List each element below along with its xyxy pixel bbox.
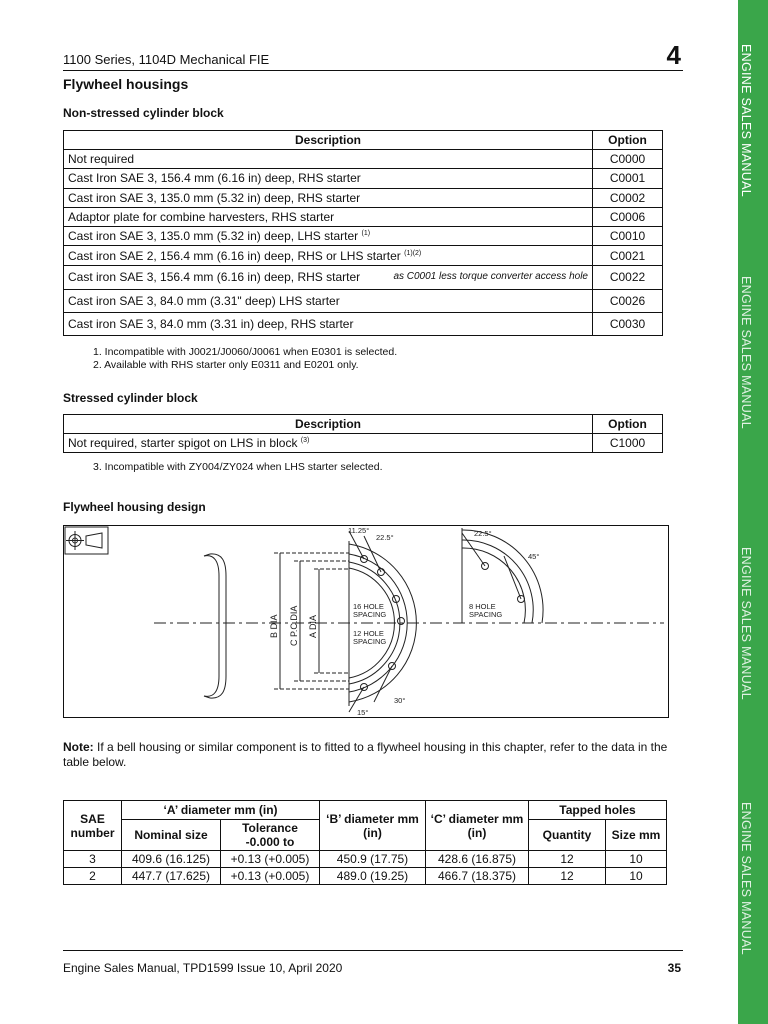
housing-outer-arc — [349, 544, 416, 702]
table-row — [64, 265, 663, 289]
table-row — [64, 851, 667, 868]
row-description — [64, 312, 593, 335]
row-description-text: Cast iron SAE 3, 84.0 mm (3.31 in) deep, RHS starter — [68, 316, 354, 331]
row-option: C0000 — [593, 150, 663, 169]
row-option: C1000 — [593, 434, 663, 453]
header-tolerance — [221, 820, 320, 851]
row-description-text: Cast Iron SAE 3, 156.4 mm (6.16 in) deep, RHS starter — [68, 171, 361, 186]
table-row — [64, 188, 663, 207]
side-tab-label-4: ENGINE SALES MANUAL — [739, 802, 753, 955]
table-row — [64, 169, 663, 188]
cell-c-diameter: 428.6 (16.875) — [426, 851, 529, 868]
non-stressed-footnotes — [93, 346, 397, 372]
note-text: If a bell housing or similar component is to fitted to a flywheel housing in this chapter, refer to the data in the table below. — [63, 740, 668, 769]
row-description — [64, 227, 593, 246]
row-description — [64, 246, 593, 265]
cell-quantity: 12 — [529, 868, 606, 885]
table-row — [64, 868, 667, 885]
side-tab-label-2: ENGINE SALES MANUAL — [739, 276, 753, 429]
header-quantity: Quantity — [529, 820, 606, 851]
row-description-text: Not required — [68, 152, 135, 167]
header-tolerance-line2: -0.000 to — [245, 835, 295, 849]
hole-12-label: 12 HOLE — [353, 629, 384, 638]
angle-label: 45° — [528, 552, 540, 561]
row-description-text: Not required, starter spigot on LHS in block — [68, 436, 298, 450]
table-row — [64, 289, 663, 312]
spacing-label: SPACING — [353, 610, 387, 619]
table-row — [64, 207, 663, 226]
drawing-svg — [64, 526, 668, 717]
stressed-options-table — [63, 414, 663, 453]
row-description-text: Adaptor plate for combine harvesters, RHS starter — [68, 210, 335, 225]
row-description — [64, 169, 593, 188]
row-description — [64, 150, 593, 169]
table-row — [64, 150, 663, 169]
note-label: Note: — [63, 740, 94, 754]
bell-housing-dimensions-table — [63, 800, 667, 885]
row-description — [64, 289, 593, 312]
page-number: 35 — [667, 961, 681, 975]
a-dia-label: A DIA — [308, 614, 318, 638]
stressed-footnotes — [93, 461, 382, 474]
header-c-diameter: ‘C’ diameter mm (in) — [426, 801, 529, 851]
table-row — [64, 434, 663, 453]
design-title: Flywheel housing design — [63, 500, 206, 514]
row-option: C0021 — [593, 246, 663, 265]
row-description-text: Cast iron SAE 3, 135.0 mm (5.32 in) deep, LHS starter — [68, 229, 359, 244]
side-tab-label-1: ENGINE SALES MANUAL — [739, 44, 753, 197]
cell-quantity: 12 — [529, 851, 606, 868]
side-profile — [204, 556, 219, 697]
header-sae-number: SAE number — [64, 801, 122, 851]
cell-nominal: 409.6 (16.125) — [122, 851, 221, 868]
row-option: C0030 — [593, 312, 663, 335]
page-header — [63, 40, 683, 71]
row-option: C0010 — [593, 227, 663, 246]
header-a-diameter: ‘A’ diameter mm (in) — [122, 801, 320, 820]
cell-tolerance: +0.13 (+0.005) — [221, 868, 320, 885]
row-option: C0002 — [593, 188, 663, 207]
note-paragraph — [63, 740, 683, 770]
non-stressed-title: Non-stressed cylinder block — [63, 106, 224, 120]
hole-8-label: 8 HOLE — [469, 602, 496, 611]
header-b-diameter: ‘B’ diameter mm (in) — [320, 801, 426, 851]
chapter-number: 4 — [666, 40, 681, 70]
col-description-header: Description — [64, 415, 593, 434]
cell-b-diameter: 450.9 (17.75) — [320, 851, 426, 868]
spacing-label: SPACING — [469, 610, 503, 619]
col-option-header: Option — [593, 415, 663, 434]
row-option: C0006 — [593, 207, 663, 226]
series-title: 1100 Series, 1104D Mechanical FIE — [63, 52, 270, 67]
col-description-header: Description — [64, 131, 593, 150]
row-option: C0001 — [593, 169, 663, 188]
non-stressed-options-table — [63, 130, 663, 336]
stressed-title: Stressed cylinder block — [63, 391, 198, 405]
row-description — [64, 188, 593, 207]
side-tab-label-3: ENGINE SALES MANUAL — [739, 547, 753, 700]
b-dia-label: B DIA — [269, 614, 279, 638]
header-tapped-holes: Tapped holes — [529, 801, 667, 820]
cell-nominal: 447.7 (17.625) — [122, 868, 221, 885]
cell-tolerance: +0.13 (+0.005) — [221, 851, 320, 868]
row-option: C0022 — [593, 265, 663, 289]
row-description-text: Cast iron SAE 3, 84.0 mm (3.31" deep) LHS starter — [68, 293, 340, 308]
cpc-dia-label: C P.C.DIA — [289, 605, 299, 646]
header-tolerance-line1: Tolerance — [242, 821, 298, 835]
flywheel-housing-drawing — [63, 525, 669, 718]
cell-b-diameter: 489.0 (19.25) — [320, 868, 426, 885]
row-description-text: Cast iron SAE 2, 156.4 mm (6.16 in) deep, RHS or LHS starter — [68, 248, 401, 263]
cell-sae: 2 — [64, 868, 122, 885]
col-option-header: Option — [593, 131, 663, 150]
page-footer — [63, 950, 683, 979]
cell-sae: 3 — [64, 851, 122, 868]
table-row — [64, 312, 663, 335]
spacing-label: SPACING — [353, 637, 387, 646]
hole-16-label: 16 HOLE — [353, 602, 384, 611]
footer-document-ref: Engine Sales Manual, TPD1599 Issue 10, April 2020 — [63, 961, 343, 975]
footnote-3: 3. Incompatible with ZY004/ZY024 when LHS starter selected. — [93, 461, 383, 473]
footnote-1: 1. Incompatible with J0021/J0060/J0061 when E0301 is selected. — [93, 346, 398, 358]
angle-label: 30° — [394, 696, 406, 705]
angle-label: 11.25° — [348, 526, 370, 535]
angle-label: 22.5° — [474, 529, 492, 538]
angle-label: 22.5° — [376, 533, 394, 542]
row-description-remark: as C0001 less torque converter access hole — [393, 271, 588, 283]
row-description — [64, 207, 593, 226]
row-description-text: Cast iron SAE 3, 156.4 mm (6.16 in) deep, RHS starter — [68, 270, 361, 285]
header-size-mm: Size mm — [606, 820, 667, 851]
angle-label: 15° — [357, 708, 369, 717]
footnote-ref: (3) — [300, 437, 310, 444]
row-description — [64, 265, 593, 289]
cell-size: 10 — [606, 868, 667, 885]
table-row — [64, 227, 663, 246]
footnote-ref: (1) — [361, 230, 371, 238]
cell-size: 10 — [606, 851, 667, 868]
table-row — [64, 246, 663, 265]
header-nominal-size: Nominal size — [122, 820, 221, 851]
footnote-ref: (1)(2) — [404, 249, 422, 257]
cell-c-diameter: 466.7 (18.375) — [426, 868, 529, 885]
footnote-2: 2. Available with RHS starter only E0311 and E0201 only. — [93, 359, 359, 371]
row-option: C0026 — [593, 289, 663, 312]
section-title: Flywheel housings — [63, 76, 189, 92]
row-description-text: Cast iron SAE 3, 135.0 mm (5.32 in) deep, RHS starter — [68, 190, 361, 205]
row-description — [64, 434, 593, 453]
